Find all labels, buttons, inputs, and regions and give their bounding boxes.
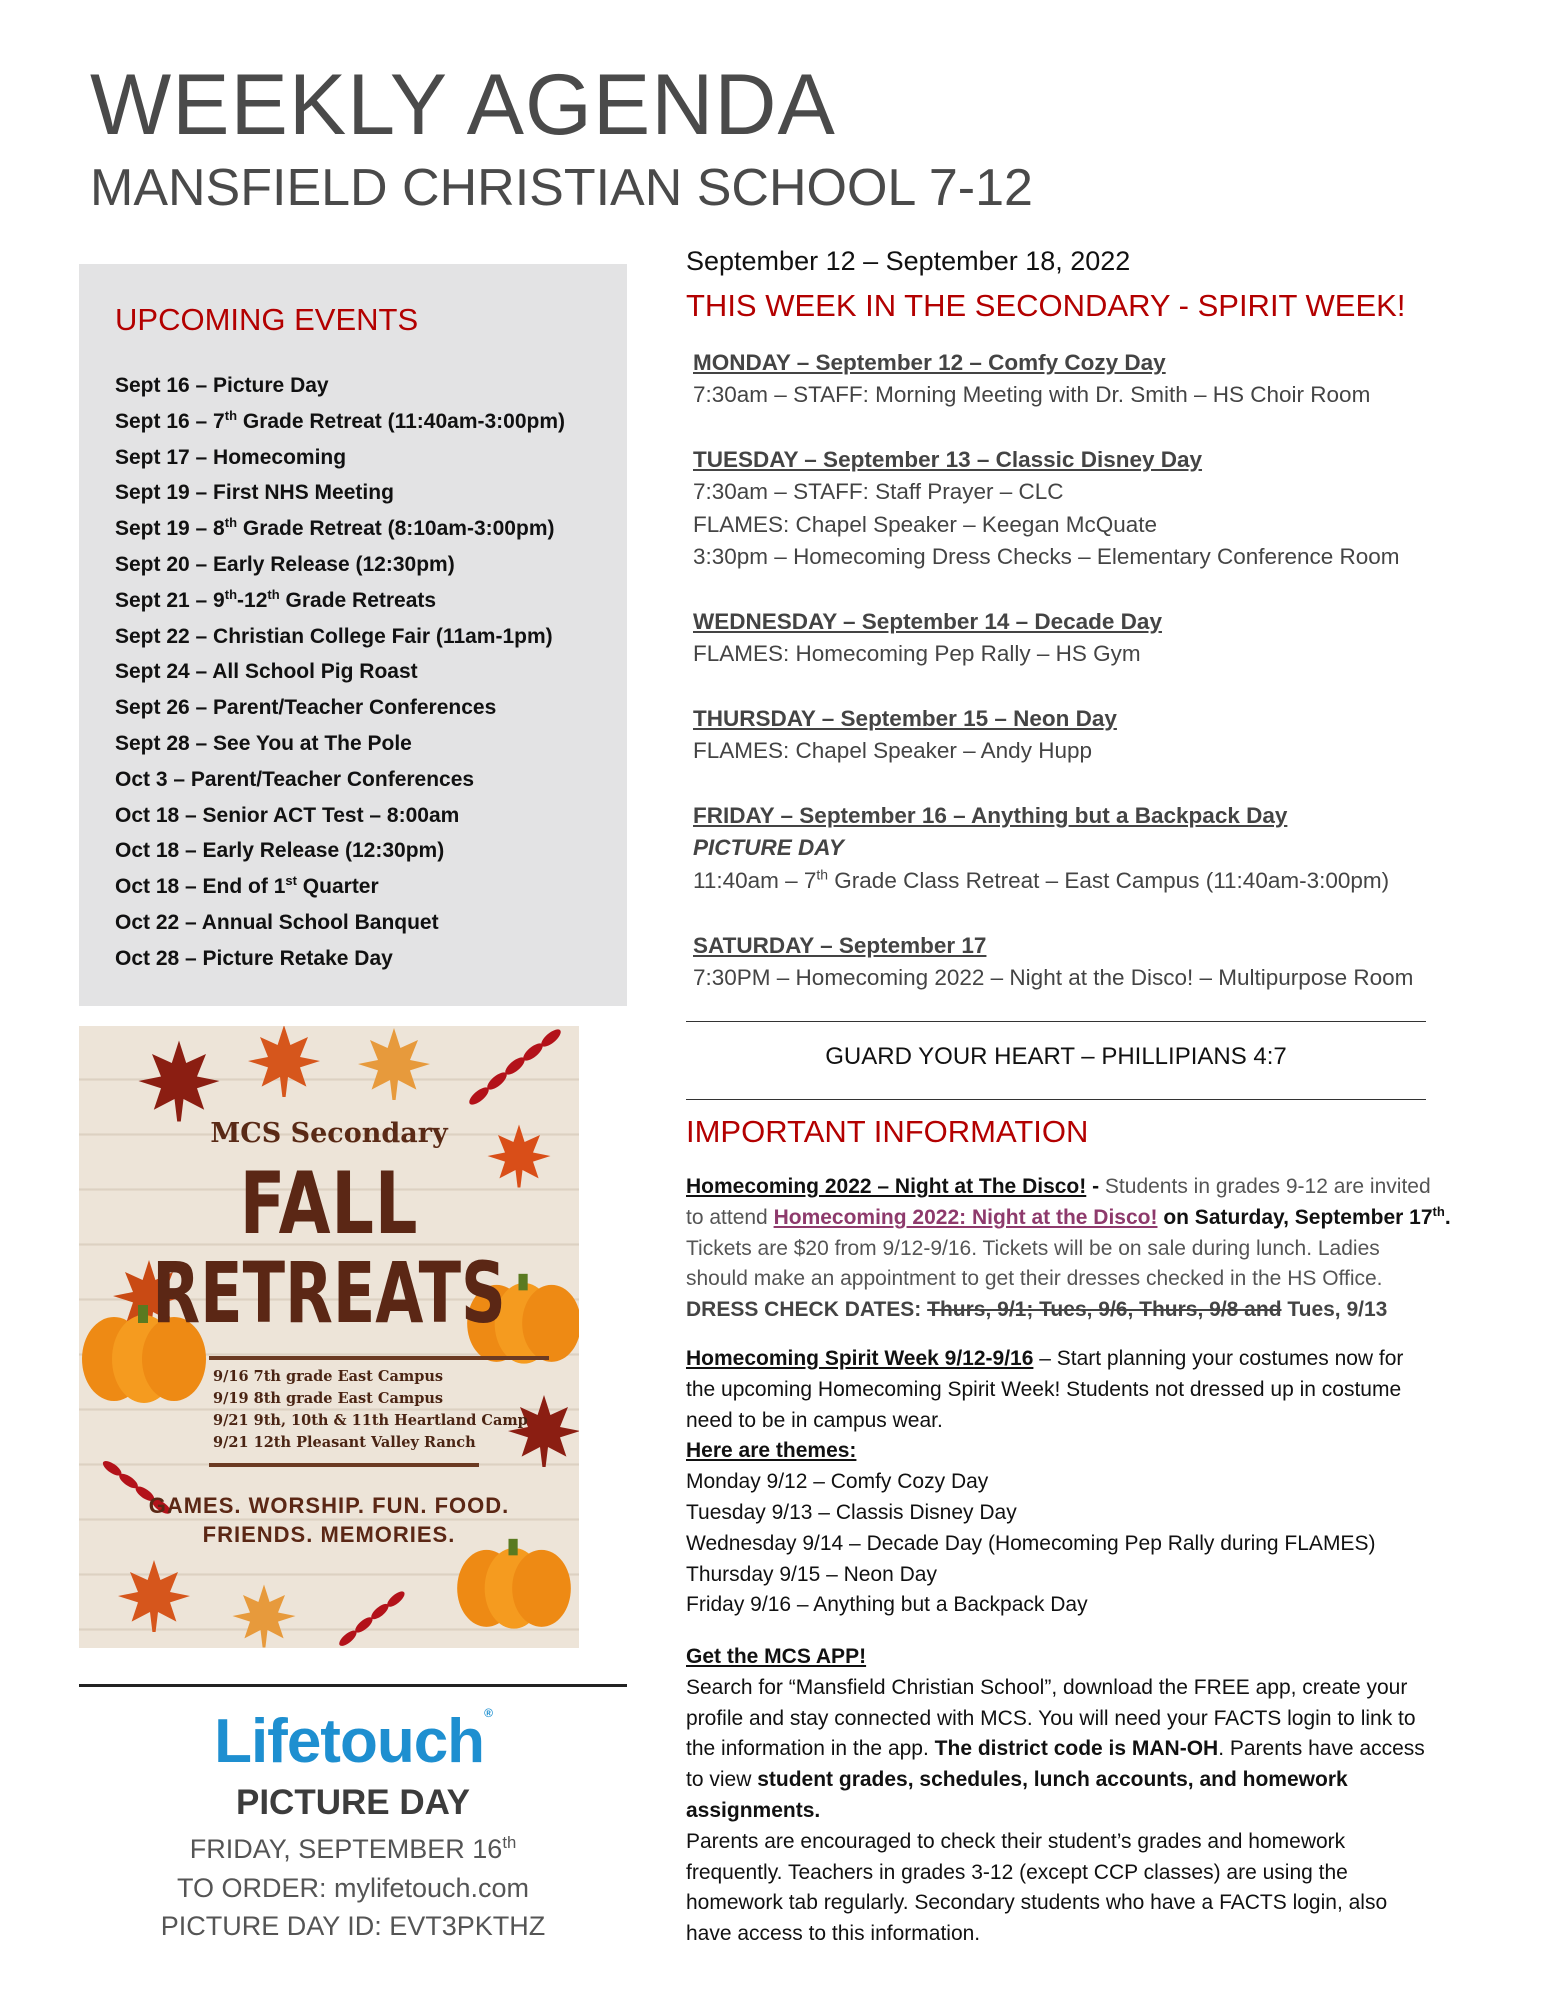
picture-day-date-text: FRIDAY, SEPTEMBER 16	[189, 1834, 503, 1864]
paragraph-line	[686, 1295, 1506, 1326]
paragraph-line: Search for “Mansfield Christian School”, download the FREE app, create your	[686, 1675, 1408, 1699]
paragraph-line: the upcoming Homecoming Spirit Week! Students not dressed up in costume	[686, 1377, 1402, 1401]
event-item	[115, 368, 565, 404]
day-line: 3:30pm – Homecoming Dress Checks – Elementary Conference Room	[693, 544, 1400, 569]
day-line-text: 11:40am – 7	[693, 867, 817, 893]
theme-item: Monday 9/12 – Comfy Cozy Day	[686, 1470, 989, 1494]
superscript: th	[1432, 1203, 1445, 1219]
event-item	[115, 583, 565, 619]
event-item	[115, 404, 565, 440]
paragraph-line: should make an appointment to get their dresses checked in the HS Office.	[686, 1267, 1383, 1291]
day-header: FRIDAY – September 16 – Anything but a Backpack Day	[693, 803, 1288, 828]
day-line	[693, 865, 1389, 898]
day-line: 7:30PM – Homecoming 2022 – Night at the Disco! – Multipurpose Room	[693, 965, 1414, 990]
superscript: th	[502, 1833, 517, 1852]
text-span: to attend	[686, 1205, 774, 1229]
maple-leaf-icon	[244, 1026, 324, 1101]
poster-schedule-item: 9/19 8th grade East Campus	[213, 1390, 444, 1407]
paragraph-line	[686, 1344, 1506, 1375]
poster-schedule	[213, 1366, 528, 1454]
picture-day-date	[79, 1834, 627, 1865]
event-text: Grade Retreats	[279, 588, 437, 612]
event-text: Sept 20 – Early Release (12:30pm)	[115, 552, 455, 576]
text-span: .	[1444, 1205, 1451, 1229]
rowan-leaves-icon	[459, 1026, 569, 1116]
event-text: Sept 21 – 9	[115, 588, 225, 612]
day-header: SATURDAY – September 17	[693, 933, 987, 958]
paragraph-line	[686, 1765, 1506, 1796]
upcoming-events-panel	[79, 264, 627, 1006]
paragraph-line	[686, 1734, 1506, 1765]
event-item	[115, 690, 565, 726]
lifetouch-logo	[79, 1706, 627, 1777]
event-text: Oct 22 – Annual School Banquet	[115, 910, 439, 934]
page-title: WEEKLY AGENDA	[90, 57, 836, 153]
poster-tagline: GAMES. WORSHIP. FUN. FOOD.	[148, 1493, 510, 1518]
rowan-leaves-icon	[329, 1576, 429, 1648]
day-line: 7:30am – STAFF: Morning Meeting with Dr. Smith – HS Choir Room	[693, 382, 1371, 407]
day-saturday	[693, 930, 1413, 995]
event-item	[115, 654, 565, 690]
day-wednesday	[693, 606, 1162, 671]
upcoming-events-list	[115, 368, 565, 977]
poster-schedule-item: 9/16 7th grade East Campus	[213, 1368, 444, 1385]
app-info	[686, 1642, 1506, 1950]
poster-title-line2: RETREATS	[152, 1244, 506, 1342]
paragraph-line: profile and stay connected with MCS. You will need your FACTS login to link to	[686, 1706, 1416, 1730]
paragraph-line: Parents are encouraged to check their student’s grades and homework	[686, 1829, 1346, 1853]
event-item	[115, 726, 565, 762]
event-text: Oct 18 – Early Release (12:30pm)	[115, 839, 445, 863]
paragraph-line	[686, 1203, 1506, 1234]
maple-leaf-icon	[134, 1036, 224, 1126]
event-item	[115, 762, 565, 798]
paragraph-line	[686, 1172, 1506, 1203]
event-text: Sept 26 – Parent/Teacher Conferences	[115, 696, 497, 720]
registered-mark: ®	[484, 1706, 492, 1720]
event-text: Oct 3 – Parent/Teacher Conferences	[115, 767, 475, 791]
day-tuesday	[693, 444, 1400, 574]
superscript: th	[224, 407, 238, 423]
event-text: Sept 19 – First NHS Meeting	[115, 481, 394, 505]
day-line: FLAMES: Homecoming Pep Rally – HS Gym	[693, 641, 1141, 666]
text-span: student grades, schedules, lunch accounts, and homework	[757, 1768, 1348, 1792]
text-span: Students in grades 9-12 are invited	[1099, 1175, 1431, 1198]
day-note: PICTURE DAY	[693, 835, 844, 860]
lifetouch-logo-text: Lifetouch	[214, 1707, 485, 1776]
theme-item: Wednesday 9/14 – Decade Day (Homecoming Pep Rally during FLAMES)	[686, 1531, 1376, 1555]
event-text: Sept 28 – See You at The Pole	[115, 731, 412, 755]
section-divider	[79, 1684, 627, 1687]
event-text: Quarter	[296, 875, 379, 899]
upcoming-events-heading: UPCOMING EVENTS	[115, 302, 419, 337]
day-thursday	[693, 703, 1117, 768]
page-subtitle: MANSFIELD CHRISTIAN SCHOOL 7-12	[90, 159, 1033, 217]
spirit-week-info	[686, 1344, 1506, 1621]
day-friday	[693, 800, 1389, 897]
homecoming-link[interactable]: Homecoming 2022: Night at the Disco!	[773, 1205, 1158, 1229]
text-span: DRESS CHECK DATES:	[686, 1298, 928, 1322]
separator-line	[686, 1099, 1426, 1100]
picture-day-title: PICTURE DAY	[235, 1783, 471, 1822]
text-span: . Parents have access	[1218, 1737, 1425, 1761]
event-item	[115, 941, 565, 977]
event-text: Sept 17 – Homecoming	[115, 445, 347, 469]
text-span: the information in the app.	[686, 1737, 935, 1761]
event-text: Sept 22 – Christian College Fair (11am-1pm)	[115, 624, 553, 648]
verse: GUARD YOUR HEART – PHILLIPIANS 4:7	[825, 1043, 1287, 1070]
maple-leaf-icon	[114, 1556, 194, 1636]
theme-item: Thursday 9/15 – Neon Day	[686, 1562, 937, 1586]
text-span: to view	[686, 1768, 758, 1792]
superscript: st	[285, 873, 297, 889]
event-item	[115, 905, 565, 941]
event-item	[115, 475, 565, 511]
district-code: The district code is MAN-OH	[934, 1737, 1219, 1761]
theme-item: Tuesday 9/13 – Classis Disney Day	[686, 1500, 1017, 1524]
text-span: Tues, 9/13	[1281, 1298, 1388, 1322]
homecoming-info	[686, 1172, 1506, 1326]
poster-subtitle: MCS Secondary	[210, 1118, 448, 1149]
week-heading: THIS WEEK IN THE SECONDARY - SPIRIT WEEK!	[686, 288, 1406, 323]
day-line: FLAMES: Chapel Speaker – Keegan McQuate	[693, 511, 1158, 537]
event-text: Grade Retreat (11:40am-3:00pm)	[237, 409, 566, 433]
paragraph-line: assignments.	[686, 1798, 821, 1822]
superscript: th	[224, 586, 238, 602]
paragraph-line: have access to this information.	[686, 1922, 981, 1946]
day-header: TUESDAY – September 13 – Classic Disney Day	[693, 447, 1203, 472]
poster-schedule-item: 9/21 12th Pleasant Valley Ranch	[213, 1434, 476, 1451]
poster-schedule-item: 9/21 9th, 10th & 11th Heartland Camp	[213, 1412, 528, 1429]
superscript: th	[267, 586, 280, 602]
text-span: – Start planning your costumes now for	[1033, 1347, 1404, 1370]
day-line: 7:30am – STAFF: Staff Prayer – CLC	[693, 479, 1064, 504]
day-line: FLAMES: Chapel Speaker – Andy Hupp	[693, 738, 1092, 763]
text-span: -	[1086, 1175, 1100, 1198]
app-title: Get the MCS APP!	[686, 1645, 867, 1668]
poster-title-line1: FALL	[239, 1154, 419, 1254]
maple-leaf-icon	[229, 1581, 299, 1648]
spirit-week-title: Homecoming Spirit Week 9/12-9/16	[686, 1347, 1034, 1370]
poster-divider	[209, 1356, 549, 1360]
separator-line	[686, 1021, 1426, 1022]
day-header: THURSDAY – September 15 – Neon Day	[693, 706, 1117, 731]
day-line-text: Grade Class Retreat – East Campus (11:40am-3:00pm)	[828, 867, 1390, 893]
event-item	[115, 547, 565, 583]
event-item	[115, 869, 565, 905]
homecoming-title: Homecoming 2022 – Night at The Disco!	[686, 1175, 1087, 1198]
themes-label: Here are themes:	[686, 1439, 857, 1463]
event-text: Oct 28 – Picture Retake Day	[115, 946, 393, 970]
picture-day-id: PICTURE DAY ID: EVT3PKTHZ	[160, 1911, 546, 1941]
event-text: Oct 18 – Senior ACT Test – 8:00am	[115, 803, 460, 827]
paragraph-line: frequently. Teachers in grades 3-12 (except CCP classes) are using the	[686, 1860, 1348, 1884]
event-item	[115, 511, 565, 547]
poster-tagline: FRIENDS. MEMORIES.	[202, 1522, 456, 1547]
event-item	[115, 440, 565, 476]
event-text: -12	[237, 588, 268, 612]
event-text: Sept 24 – All School Pig Roast	[115, 660, 418, 684]
superscript: th	[816, 866, 829, 882]
paragraph-line: need to be in campus wear.	[686, 1408, 943, 1432]
struck-dates: Thurs, 9/1; Tues, 9/6, Thurs, 9/8 and	[927, 1298, 1282, 1322]
event-item	[115, 619, 565, 655]
event-text: Sept 16 – Picture Day	[115, 374, 329, 397]
text-span: on Saturday, September 17	[1157, 1205, 1433, 1229]
day-header: WEDNESDAY – September 14 – Decade Day	[693, 609, 1162, 634]
important-info-heading: IMPORTANT INFORMATION	[686, 1114, 1089, 1149]
event-item	[115, 833, 565, 869]
superscript: th	[224, 515, 238, 531]
theme-item: Friday 9/16 – Anything but a Backpack Day	[686, 1593, 1088, 1617]
week-dates: September 12 – September 18, 2022	[686, 246, 1131, 276]
event-text: Grade Retreat (8:10am-3:00pm)	[237, 517, 555, 541]
event-item	[115, 798, 565, 834]
poster-divider	[209, 1463, 479, 1467]
picture-day-order: TO ORDER: mylifetouch.com	[176, 1873, 530, 1903]
event-text: Sept 19 – 8	[115, 517, 225, 541]
paragraph-line: homework tab regularly. Secondary students who have a FACTS login, also	[686, 1891, 1388, 1915]
event-text: Oct 18 – End of 1	[115, 875, 286, 899]
event-text: Sept 16 – 7	[115, 409, 225, 433]
paragraph-line: Tickets are $20 from 9/12-9/16. Tickets will be on sale during lunch. Ladies	[686, 1236, 1380, 1260]
day-header: MONDAY – September 12 – Comfy Cozy Day	[693, 350, 1166, 375]
maple-leaf-icon	[354, 1026, 434, 1104]
day-monday	[693, 347, 1370, 412]
fall-retreats-poster	[79, 1026, 579, 1648]
